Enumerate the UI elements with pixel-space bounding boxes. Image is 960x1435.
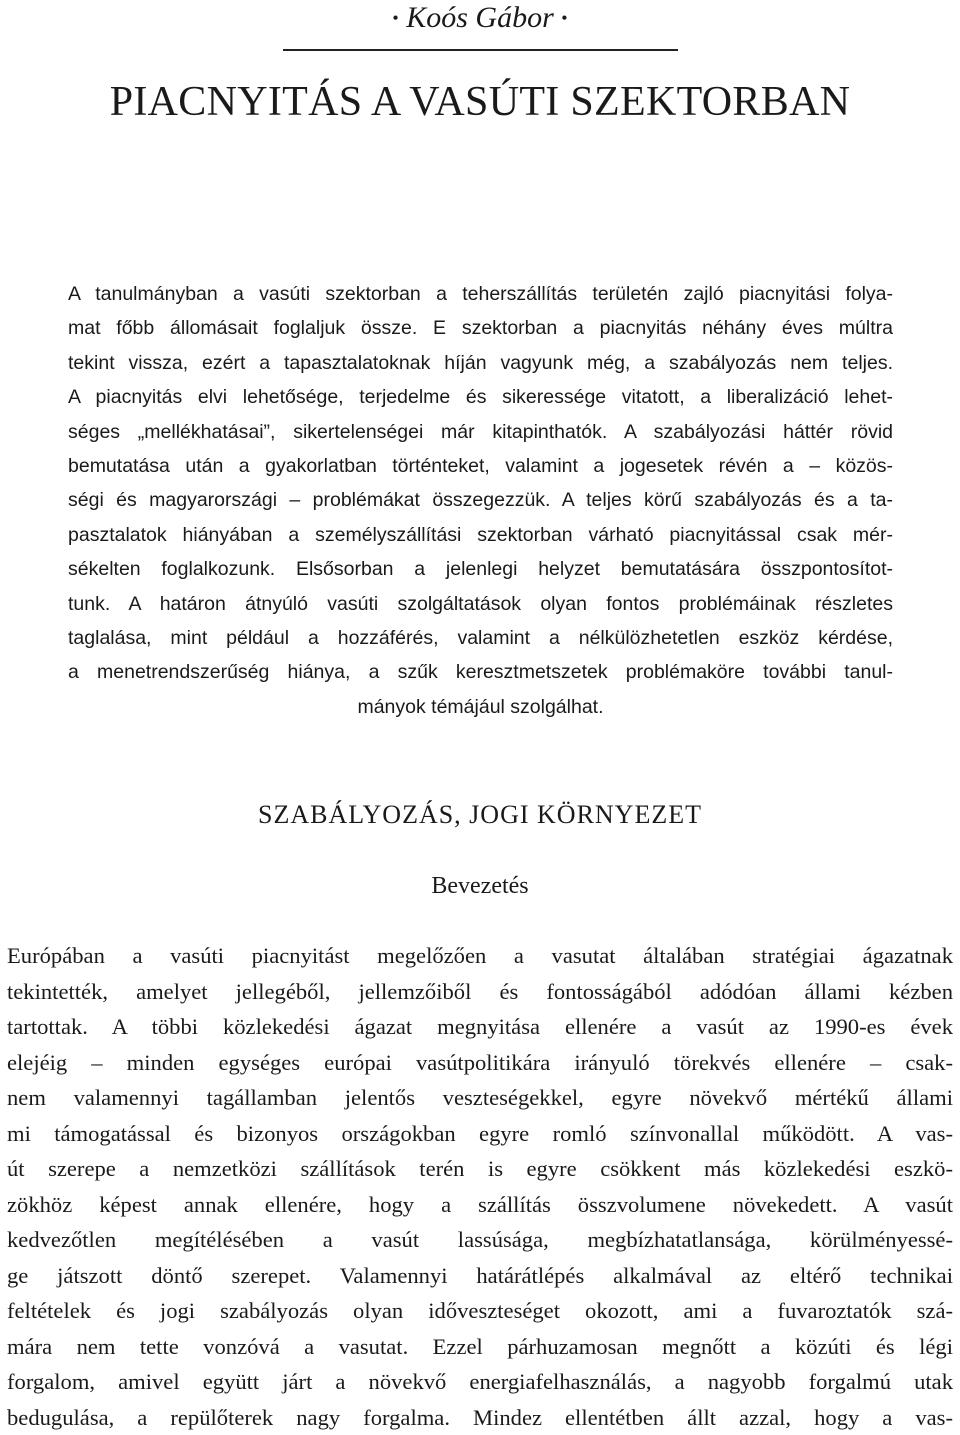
- body-paragraph: [7, 938, 953, 1435]
- author-name: Koós Gábor: [406, 1, 554, 34]
- body-line: elejéig – minden egységes európai vasútpolitikára irányuló törekvés ellenére – csak-: [7, 1045, 953, 1081]
- abstract-line: mányok témájául szolgálhat.: [68, 690, 893, 724]
- section-heading: SZABÁLYOZÁS, JOGI KÖRNYEZET: [0, 797, 960, 833]
- abstract-line: taglalása, mint például a hozzáférés, valamint a nélkülözhetetlen eszköz kérdése,: [68, 621, 893, 655]
- abstract-line: pasztalatok hiányában a személyszállítási szektorban várható piacnyitással csak mér-: [68, 518, 893, 552]
- title-rule: [283, 49, 678, 51]
- abstract-line: tekint vissza, ezért a tapasztalatoknak híján vagyunk még, a szabályozás nem teljes.: [68, 346, 893, 380]
- body-line: mára nem tette vonzóvá a vasutat. Ezzel párhuzamosan megnőtt a közúti és légi: [7, 1329, 953, 1365]
- body-line: tekintették, amelyet jellegéből, jellemzőiből és fontosságából adódóan állami kézben: [7, 974, 953, 1010]
- body-line: ge játszott döntő szerepet. Valamennyi határátlépés alkalmával az eltérő technikai: [7, 1258, 953, 1294]
- article-title: PIACNYITÁS A VASÚTI SZEKTORBAN: [0, 76, 960, 128]
- body-line: zökhöz képest annak ellenére, hogy a szállítás összvolumene növekedett. A vasút: [7, 1187, 953, 1223]
- author-line: [0, 0, 960, 38]
- abstract-line: tunk. A határon átnyúló vasúti szolgáltatások olyan fontos problémáinak részletes: [68, 587, 893, 621]
- bullet-left-icon: •: [392, 8, 398, 28]
- body-line: út szerepe a nemzetközi szállítások terén is egyre csökkent más közlekedési eszkö-: [7, 1151, 953, 1187]
- abstract: [68, 277, 893, 724]
- abstract-line: A tanulmányban a vasúti szektorban a teherszállítás területén zajló piacnyitási folya-: [68, 277, 893, 311]
- abstract-line: ségi és magyarországi – problémákat összegezzük. A teljes körű szabályozás és a ta-: [68, 483, 893, 517]
- abstract-line: mat főbb állomásait foglaljuk össze. E szektorban a piacnyitás néhány éves múltra: [68, 311, 893, 345]
- body-line: Európában a vasúti piacnyitást megelőzően a vasutat általában stratégiai ágazatnak: [7, 938, 953, 974]
- body-line: nem valamennyi tagállamban jelentős veszteségekkel, egyre növekvő mértékű állami: [7, 1080, 953, 1116]
- body-line: tartottak. A többi közlekedési ágazat megnyitása ellenére a vasút az 1990-es évek: [7, 1009, 953, 1045]
- body-line: kedvezőtlen megítélésében a vasút lassúsága, megbízhatatlansága, körülményessé-: [7, 1222, 953, 1258]
- abstract-line: sékelten foglalkozunk. Elsősorban a jelenlegi helyzet bemutatására összpontosítot-: [68, 552, 893, 586]
- abstract-line: séges „mellékhatásai”, sikertelenségei már kitapinthatók. A szabályozási háttér rövid: [68, 415, 893, 449]
- body-line: forgalom, amivel együtt járt a növekvő energiafelhasználás, a nagyobb forgalmú utak: [7, 1364, 953, 1400]
- abstract-line: bemutatása után a gyakorlatban történteket, valamint a jogesetek révén a – közös-: [68, 449, 893, 483]
- abstract-line: A piacnyitás elvi lehetősége, terjedelme és sikeressége vitatott, a liberalizáció lehet-: [68, 380, 893, 414]
- body-line: mi támogatással és bizonyos országokban egyre romló színvonallal működött. A vas-: [7, 1116, 953, 1152]
- subsection-heading: Bevezetés: [0, 869, 960, 903]
- body-line: bedugulása, a repülőterek nagy forgalma. Mindez ellentétben állt azzal, hogy a vas-: [7, 1400, 953, 1435]
- body-line: feltételek és jogi szabályozás olyan időveszteséget okozott, ami a fuvaroztatók szá-: [7, 1293, 953, 1329]
- abstract-line: a menetrendszerűség hiánya, a szűk keresztmetszetek problémaköre további tanul-: [68, 655, 893, 689]
- bullet-right-icon: •: [561, 8, 567, 28]
